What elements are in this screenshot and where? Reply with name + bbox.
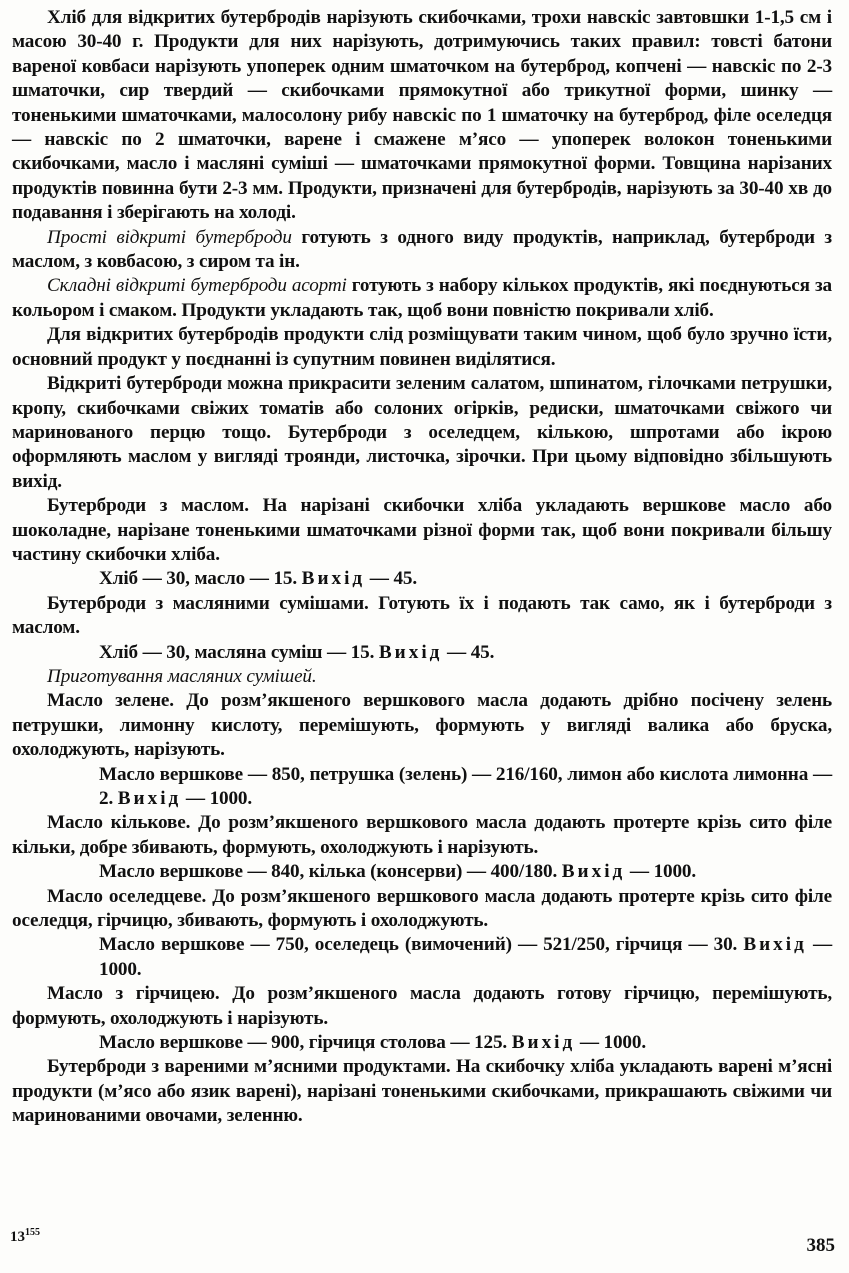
yield-label: Вихід (117, 788, 182, 809)
recipe-description (12, 689, 832, 762)
recipe-ingredients (12, 933, 832, 982)
recipe-description (12, 885, 832, 934)
paragraph-text: До розм’якшеного масла додають готову гірчицю, перемішують, формують, охолоджують і нарізують. (12, 983, 833, 1029)
paragraph-text: До розм’якшеного вершкового масла додають протерте крізь сито філе кільки, добре збивають, формують, охолоджують і нарізують. (12, 812, 832, 858)
recipe-description (12, 982, 832, 1031)
paragraph-text: готують з набору кількох продуктів, які поєднуються за кольором і смаком. Продукти укладають так, щоб вони повністю покривали хліб. (12, 275, 832, 321)
paragraph-text: готують з одного виду продуктів, наприклад, бутерброди з маслом, з ковбасою, з сиром та ін. (12, 226, 832, 273)
section-subtitle (12, 665, 832, 689)
ingredients-text: Масло вершкове — 900, гірчиця столова — 125. (99, 1032, 508, 1054)
yield-value: — 1000. (99, 934, 833, 980)
yield-label: Вихід (561, 861, 626, 883)
yield-value: — 1000. (185, 788, 252, 809)
yield-label: Вихід (511, 1032, 576, 1054)
recipe-title: Масло зелене. (47, 690, 174, 712)
recipe-title: Бутерброди з маслом. (47, 495, 249, 517)
yield-label: Вихід (301, 568, 366, 590)
page-number: 385 (806, 1235, 835, 1256)
ingredients-text: Масло вершкове — 850, петрушка (зелень) — 216/160, лимон або кислота лимонна — 2. (99, 763, 832, 809)
paragraph-text: Готують їх і подають так само, як і бутерброди з маслом. (12, 592, 832, 639)
paragraph (12, 274, 832, 323)
yield-label: Вихід (378, 641, 443, 663)
paragraph (12, 323, 832, 372)
paragraph-text: Відкриті бутерброди можна прикрасити зеленим салатом, шпинатом, гілочками петрушки, кропу, скибочками свіжих томатів або солоних огірків, редиски, шматочками свіжого чи маринованого перцю тощо. Бутерброди з оселедцем, кількою, шпротами або ікрою оформляють маслом у вигляді троянди, листочка, зірочки. При цьому відповідно збільшують вихід. (12, 373, 832, 492)
signature-number: 13 (10, 1229, 25, 1245)
page-body (12, 6, 832, 1129)
paragraph-text: До розм’якшеного вершкового масла додають протерте крізь сито філе оселедця, гірчицю, збивають, формують і охолоджують. (12, 885, 832, 932)
paragraph-text: До розм’якшеного вершкового масла додають дрібно посічену зелень петрушки, лимонну кислоту, перемішують, формують у вигляді валика або бруска, охолоджують, нарізують. (12, 690, 833, 761)
paragraph (12, 226, 832, 275)
recipe-ingredients (12, 763, 832, 812)
recipe-title: Масло з гірчицею. (47, 983, 220, 1005)
recipe-ingredients (12, 567, 832, 591)
subtitle-text: Приготування масляних сумішей. (47, 665, 317, 687)
recipe-description (12, 811, 832, 860)
recipe-title: Бутерброди з масляними сумішами. (47, 592, 369, 614)
italic-lead: Прості відкриті бутерброди (47, 226, 292, 248)
signature-mark (10, 1227, 40, 1246)
recipe-ingredients (12, 1031, 832, 1055)
yield-value: — 45. (369, 568, 418, 590)
paragraph-text: На скибочку хліба укладають варені м’ясні продукти (м’ясо або язик варені), нарізані тоненькими скибочками, прикрашають свіжими чи маринованими овочами, зеленню. (12, 1056, 832, 1127)
recipe-ingredients (12, 641, 832, 665)
yield-label: Вихід (743, 934, 807, 956)
ingredients-text: Хліб — 30, масляна суміш — 15. (99, 641, 375, 663)
recipe-title: Бутерброди з вареними м’ясними продуктами. (47, 1056, 451, 1078)
recipe-description (12, 1055, 832, 1128)
recipe-title: Масло оселедцеве. (47, 885, 207, 907)
paragraph-text: Хліб для відкритих бутербродів нарізують скибочками, трохи навскіс завтовшки 1-1,5 см і масою 30-40 г. Продукти для них нарізують, дотримуючись таких правил: товсті батони вареної ковбаси нарізують упоперек одним шматочком на бутерброд, копчені — навскіс по 2-3 шматочки, сир твердий — скибочками прямокутної або трикутної форми, шинку — тоненькими шматочками, малосолону рибу навскіс по 1 шматочку на бутерброд, філе оселедця — навскіс по 2 шматочки, варене і смажене м’ясо — упоперек волокон тоненькими скибочками, масло і масляні суміші — шматочками прямокутної форми. Товщина нарізаних продуктів повинна бути 2-3 мм. Продукти, призначені для бутербродів, нарізують за 30-40 хв до подавання і зберігають на холоді. (12, 7, 832, 224)
recipe-ingredients (12, 860, 832, 884)
yield-value: — 45. (447, 641, 495, 663)
yield-value: — 1000. (629, 861, 696, 883)
italic-lead: Складні відкриті бутерброди асорті (47, 275, 347, 297)
ingredients-text: Масло вершкове — 750, оселедець (вимочений) — 521/250, гірчиця — 30. (99, 934, 738, 956)
yield-value: — 1000. (579, 1032, 646, 1054)
paragraph (12, 372, 832, 494)
paragraph-text: Для відкритих бутербродів продукти слід розміщувати таким чином, щоб було зручно їсти, основний продукт у поєднанні із супутним повинен виділятися. (12, 324, 832, 370)
ingredients-text: Масло вершкове — 840, кілька (консерви) — 400/180. (99, 861, 558, 883)
paragraph (12, 6, 832, 226)
ingredients-text: Хліб — 30, масло — 15. (99, 568, 297, 590)
recipe-description (12, 494, 832, 567)
paragraph-text: На нарізані скибочки хліба укладають вершкове масло або шоколадне, нарізане тоненькими шматочками різної форми так, щоб вони покривали більшу частину скибочки хліба. (12, 495, 832, 565)
recipe-title: Масло кількове. (47, 812, 191, 834)
recipe-description (12, 592, 832, 641)
signature-sup: 155 (25, 1227, 40, 1238)
